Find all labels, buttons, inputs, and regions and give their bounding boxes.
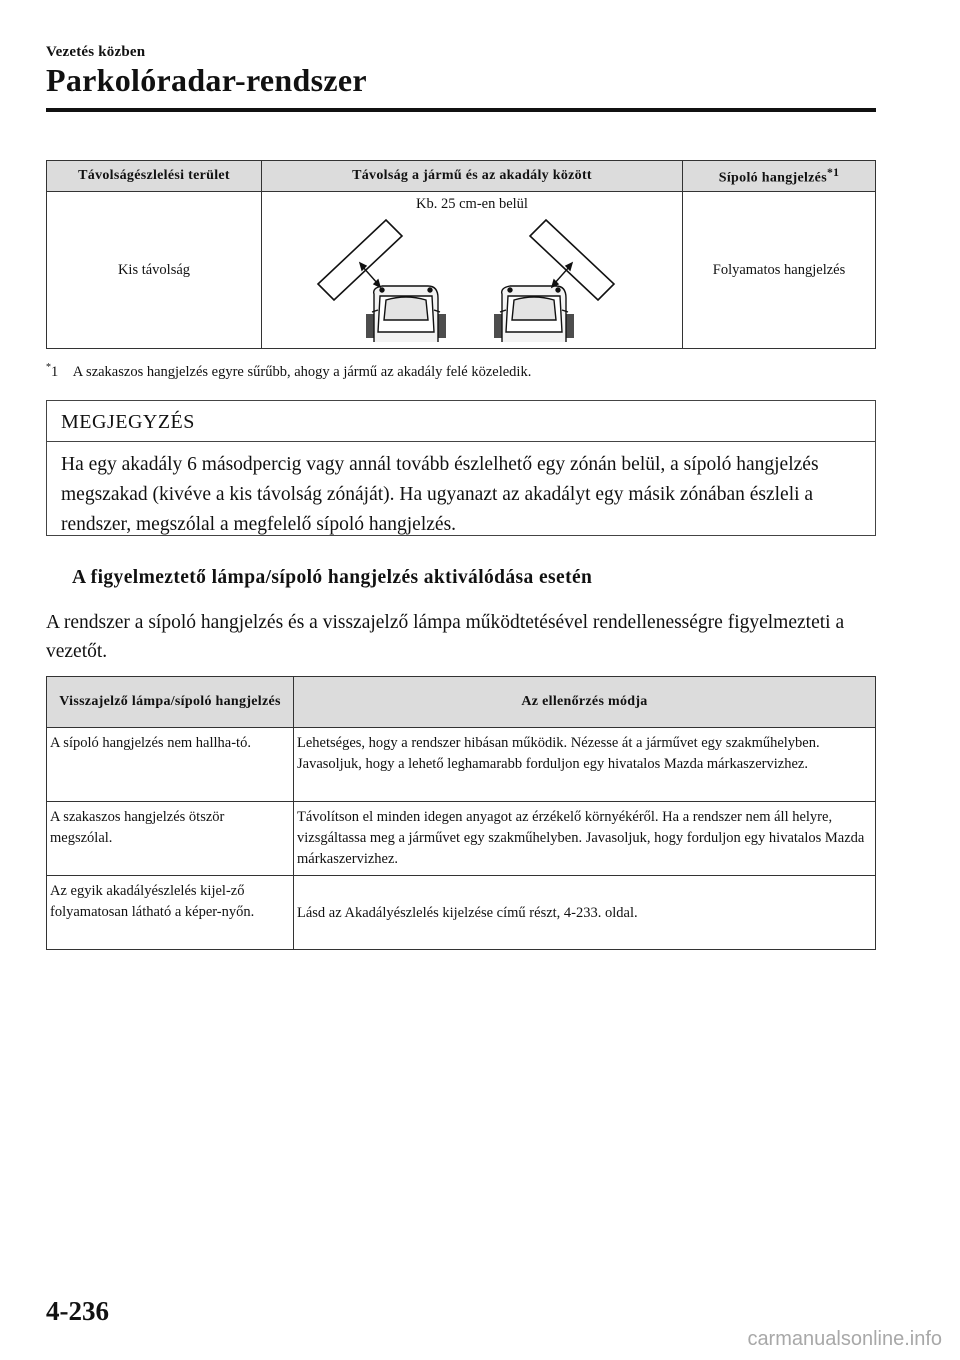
footnote-marker: * bbox=[46, 362, 51, 373]
method-cell: Lehetséges, hogy a rendszer hibásan működik. Nézesse át a járművet egy szakműhelyben. Javasoljuk, hogy a lehető leghamarabb forduljon egy hivatalos Mazda márkaszervizhez. bbox=[294, 728, 876, 802]
lamp-cell: A sípoló hangjelzés nem hallha-tó. bbox=[47, 728, 294, 802]
title-rule bbox=[46, 108, 876, 112]
distance-figure-cell bbox=[262, 192, 683, 349]
method-cell: Távolítson el minden idegen anyagot az érzékelő környékéről. Ha a rendszer nem áll helyre, vizsgáltassa meg a járművet egy szakműhelyben. Javasoljuk, hogy forduljon egy hivatalos Mazda márkaszervizhez. bbox=[294, 802, 876, 876]
header-distance: Távolság a jármű és az akadály között bbox=[262, 161, 683, 192]
check-table bbox=[46, 676, 876, 950]
check-row bbox=[47, 876, 876, 950]
right-car-icon bbox=[494, 286, 574, 342]
footnote-ref: *1 bbox=[826, 165, 840, 179]
check-table-header bbox=[47, 677, 876, 728]
section-paragraph: A rendszer a sípoló hangjelzés és a visszajelző lámpa működtetésével rendellenességre figyelmezteti a vezetőt. bbox=[46, 612, 845, 662]
distance-table-header bbox=[47, 161, 876, 192]
left-car-icon bbox=[366, 286, 446, 342]
distance-table-row bbox=[47, 192, 876, 349]
page-title: Parkolóradar-rendszer bbox=[46, 62, 367, 98]
section-heading: A figyelmeztető lámpa/sípoló hangjelzés aktiválódása esetén bbox=[72, 567, 593, 588]
footnote-number: 1 bbox=[51, 363, 59, 380]
footnote bbox=[46, 362, 531, 381]
method-cell: Lásd az Akadályészlelés kijelzése című részt, 4-233. oldal. bbox=[294, 876, 876, 950]
footnote-text: A szakaszos hangjelzés egyre sűrűbb, ahogy a jármű az akadály felé közeledik. bbox=[72, 363, 532, 380]
distance-label: Kb. 25 cm-en belül bbox=[416, 196, 528, 212]
area-cell: Kis távolság bbox=[47, 192, 262, 349]
note-text: Ha egy akadály 6 másodpercig vagy annál tovább észlelhető egy zónán belül, a sípoló hangjelzés megszakad (kivéve a kis távolság zónáját). Ha ugyanazt az akadályt egy másik zónában észleli a rendszer, megszólal a megfelelő sípoló hangjelzés. bbox=[61, 454, 819, 535]
note-box bbox=[46, 400, 876, 536]
header-lamp: Visszajelző lámpa/sípoló hangjelzés bbox=[47, 677, 294, 728]
beep-cell: Folyamatos hangjelzés bbox=[683, 192, 876, 349]
header-method: Az ellenőrzés módja bbox=[294, 677, 876, 728]
lamp-cell: A szakaszos hangjelzés ötször megszólal. bbox=[47, 802, 294, 876]
lamp-cell: Az egyik akadályészlelés kijel-ző folyamatosan látható a képer-nyőn. bbox=[47, 876, 294, 950]
section-label: Vezetés közben bbox=[46, 44, 146, 60]
header-beep-label: Sípoló hangjelzés bbox=[718, 170, 827, 186]
header-beep bbox=[683, 161, 876, 192]
header-area: Távolságészlelési terület bbox=[47, 161, 262, 192]
note-heading: MEGJEGYZÉS bbox=[47, 401, 875, 442]
page-number: 4-236 bbox=[46, 1296, 109, 1326]
distance-table bbox=[46, 160, 876, 349]
check-row bbox=[47, 728, 876, 802]
car-obstacle-illustration bbox=[302, 214, 642, 342]
watermark: carmanualsonline.info bbox=[747, 1328, 942, 1350]
check-row bbox=[47, 802, 876, 876]
